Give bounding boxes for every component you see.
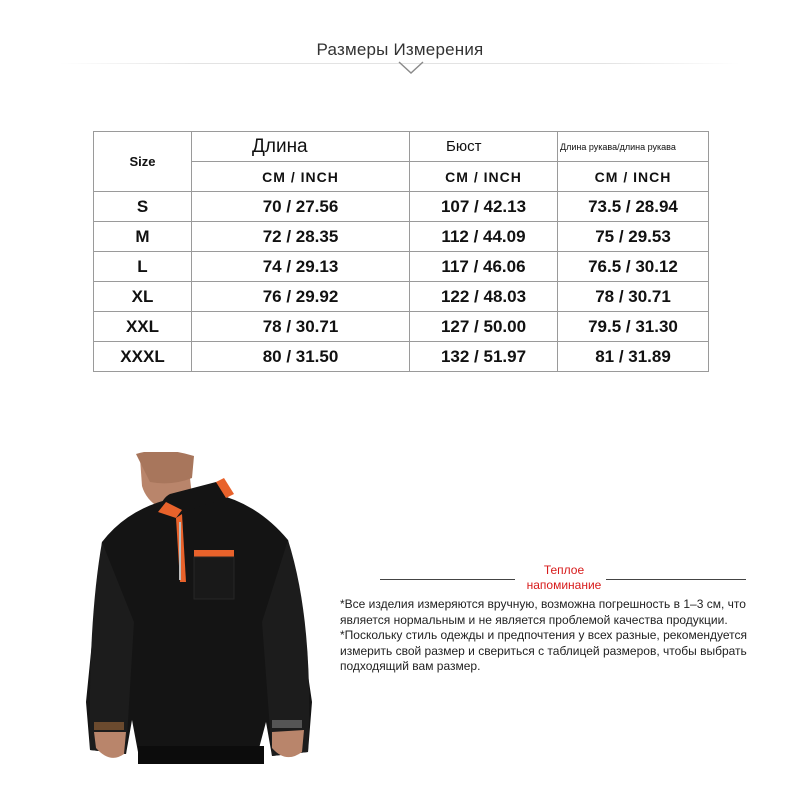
length-cell: 80 / 31.50 (192, 342, 410, 372)
page-title: Размеры Измерения (316, 40, 484, 59)
length-cell: 72 / 28.35 (192, 222, 410, 252)
reminder-header (380, 563, 746, 593)
reminder-title-line2: напоминание (526, 578, 602, 592)
table-row (94, 342, 709, 372)
sleeve-cell: 81 / 31.89 (558, 342, 709, 372)
table-row (94, 282, 709, 312)
column-header-sleeve: Длина рукава/длина рукава (558, 132, 709, 162)
length-cell: 78 / 30.71 (192, 312, 410, 342)
unit-label: CM / INCH (558, 162, 709, 192)
reminder-title (518, 563, 610, 593)
sleeve-cell: 78 / 30.71 (558, 282, 709, 312)
table-row (94, 252, 709, 282)
size-cell: XXL (94, 312, 192, 342)
size-cell: S (94, 192, 192, 222)
reminder-divider-right (606, 579, 746, 580)
size-cell: M (94, 222, 192, 252)
reminder-divider-left (380, 579, 515, 580)
sleeve-cell: 79.5 / 31.30 (558, 312, 709, 342)
unit-label: CM / INCH (192, 162, 410, 192)
bust-cell: 127 / 50.00 (410, 312, 558, 342)
reminder-text: *Все изделия измеряются вручную, возможна погрешность в 1–3 см, что является нормальным и не является проблемой качества продукции. *Поскольку стиль одежды и предпочтения у всех разные, рекомендуется измерить свой размер и свериться с таблицей размеров, чтобы выбрать подходящий вам размер. (340, 597, 748, 673)
bust-cell: 122 / 48.03 (410, 282, 558, 312)
bust-cell: 132 / 51.97 (410, 342, 558, 372)
sleeve-cell: 76.5 / 30.12 (558, 252, 709, 282)
size-cell: L (94, 252, 192, 282)
size-cell: XL (94, 282, 192, 312)
reminder-title-line1: Теплое (543, 563, 585, 577)
table-row (94, 222, 709, 252)
sleeve-cell: 73.5 / 28.94 (558, 192, 709, 222)
table-header-row (94, 132, 709, 162)
length-cell: 76 / 29.92 (192, 282, 410, 312)
chevron-down-icon (398, 60, 424, 76)
length-cell: 70 / 27.56 (192, 192, 410, 222)
model-sweatshirt-illustration (76, 452, 336, 764)
column-header-bust: Бюст (410, 132, 558, 162)
size-header: Size (94, 132, 192, 192)
size-table (93, 131, 709, 372)
bust-cell: 117 / 46.06 (410, 252, 558, 282)
length-cell: 74 / 29.13 (192, 252, 410, 282)
table-row (94, 312, 709, 342)
product-photo (76, 452, 336, 764)
column-header-length: Длина (192, 132, 410, 162)
unit-label: CM / INCH (410, 162, 558, 192)
bust-cell: 112 / 44.09 (410, 222, 558, 252)
table-row (94, 192, 709, 222)
bust-cell: 107 / 42.13 (410, 192, 558, 222)
sleeve-cell: 75 / 29.53 (558, 222, 709, 252)
size-cell: XXXL (94, 342, 192, 372)
